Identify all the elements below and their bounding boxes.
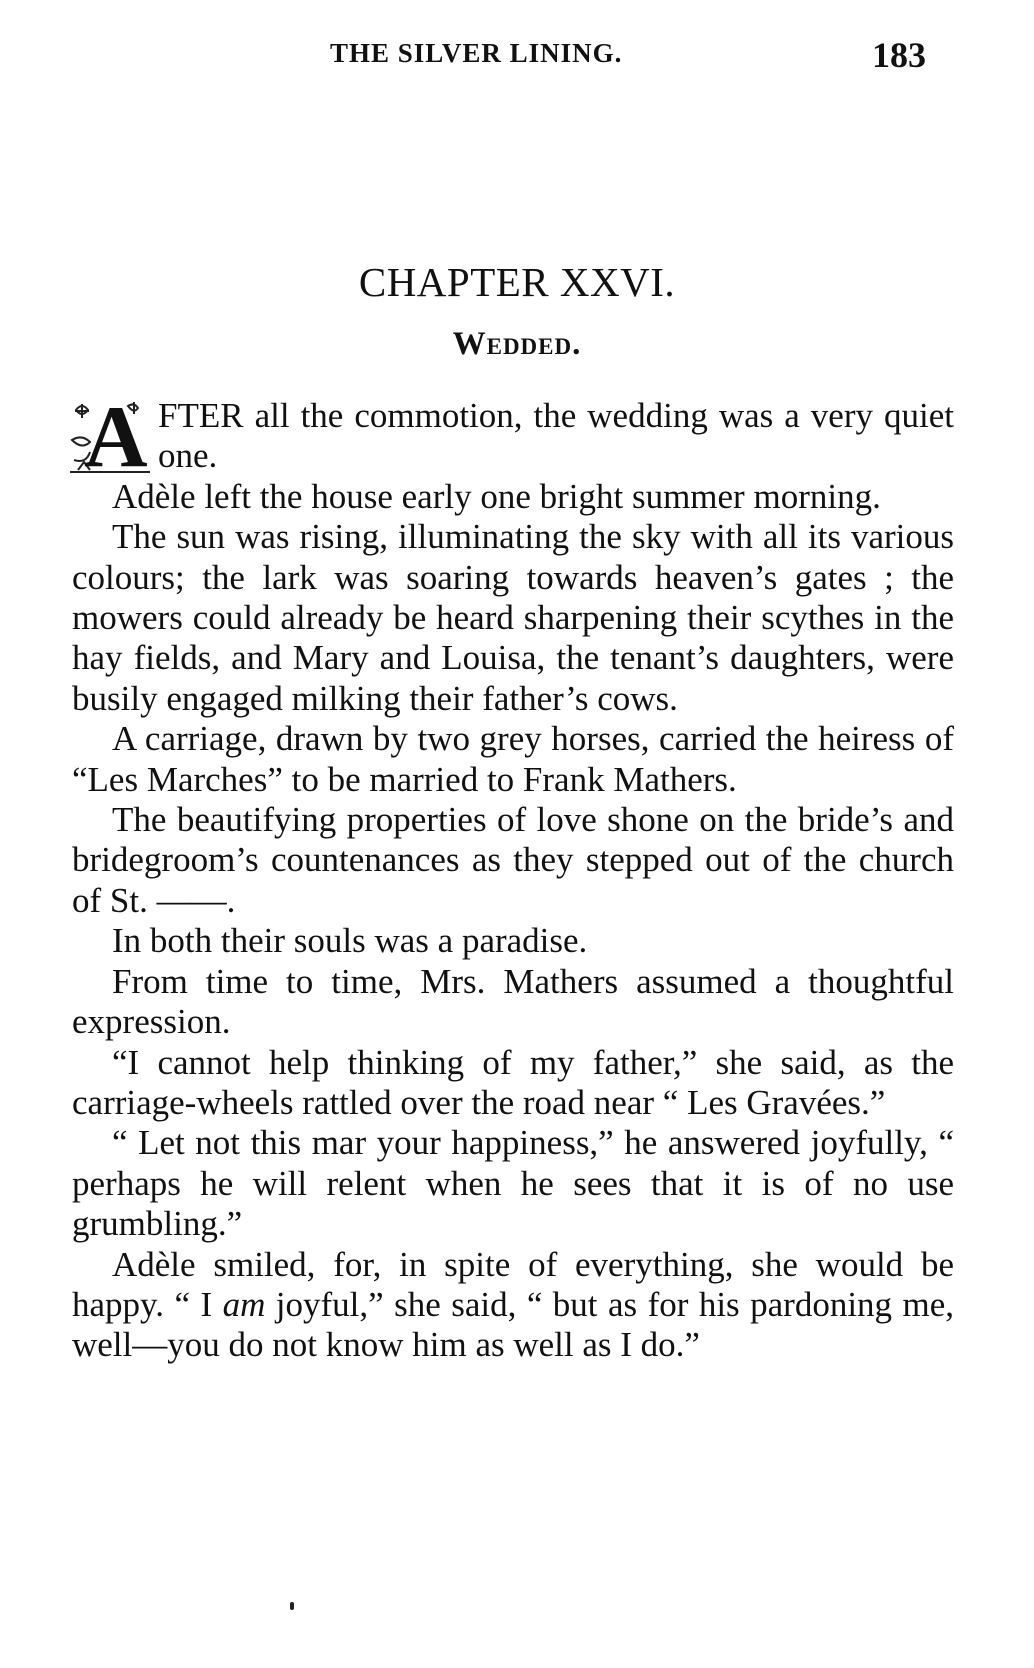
paragraph: “I cannot help thinking of my father,” she said, as the carriage-wheels rattled over the road near “ Les Gravées.” — [72, 1042, 954, 1122]
paragraph: The sun was rising, illuminating the sky with all its various colours; the lark was soaring towards heaven’s gates ; the mowers could already be heard sharpening their scythes in the hay fields, and Mary and Louisa, the tenant’s daughters, were busily engaged milking their father’s cows. — [72, 517, 954, 718]
chapter-subtitle: Wedded. — [452, 326, 582, 362]
paragraph: From time to time, Mrs. Mathers assumed a thoughtful expression. — [72, 961, 954, 1042]
paragraph-text: joyful,” she said, “ but as for his pardoning me, well—you do not know him as well as I do.” — [72, 1284, 955, 1365]
paragraph-text: Adèle smiled, for, in spite of everything, she would be happy. “ I — [72, 1244, 954, 1324]
paragraph — [72, 1245, 954, 1366]
emphasis-text: am — [222, 1284, 266, 1324]
drop-cap-letter: A — [84, 389, 148, 486]
chapter-heading: CHAPTER XXVI. — [358, 259, 676, 305]
paragraph-text: FTER all the commotion, the wedding was a very quiet one. — [158, 396, 954, 476]
chapter-body — [72, 389, 955, 1366]
paragraph: “ Let not this mar your happiness,” he answered joyfully, “ perhaps he will relent when he sees that it is of no use grumbling.” — [72, 1123, 954, 1244]
ink-speck — [290, 1602, 294, 1610]
ornamental-drop-cap — [68, 389, 152, 486]
paragraph: The beautifying properties of love shone on the bride’s and bridegroom’s countenances as they stepped out of the church of St. ——. — [72, 800, 954, 920]
running-title: THE SILVER LINING. — [330, 38, 623, 68]
page-number: 183 — [872, 35, 926, 75]
paragraph: A carriage, drawn by two grey horses, carried the heiress of “Les Marches” to be married to Frank Mathers. — [72, 719, 954, 799]
running-header — [0, 34, 1034, 84]
paragraph: Adèle left the house early one bright summer morning. — [112, 476, 881, 516]
paragraph — [72, 389, 954, 486]
paragraph: In both their souls was a paradise. — [112, 921, 588, 961]
